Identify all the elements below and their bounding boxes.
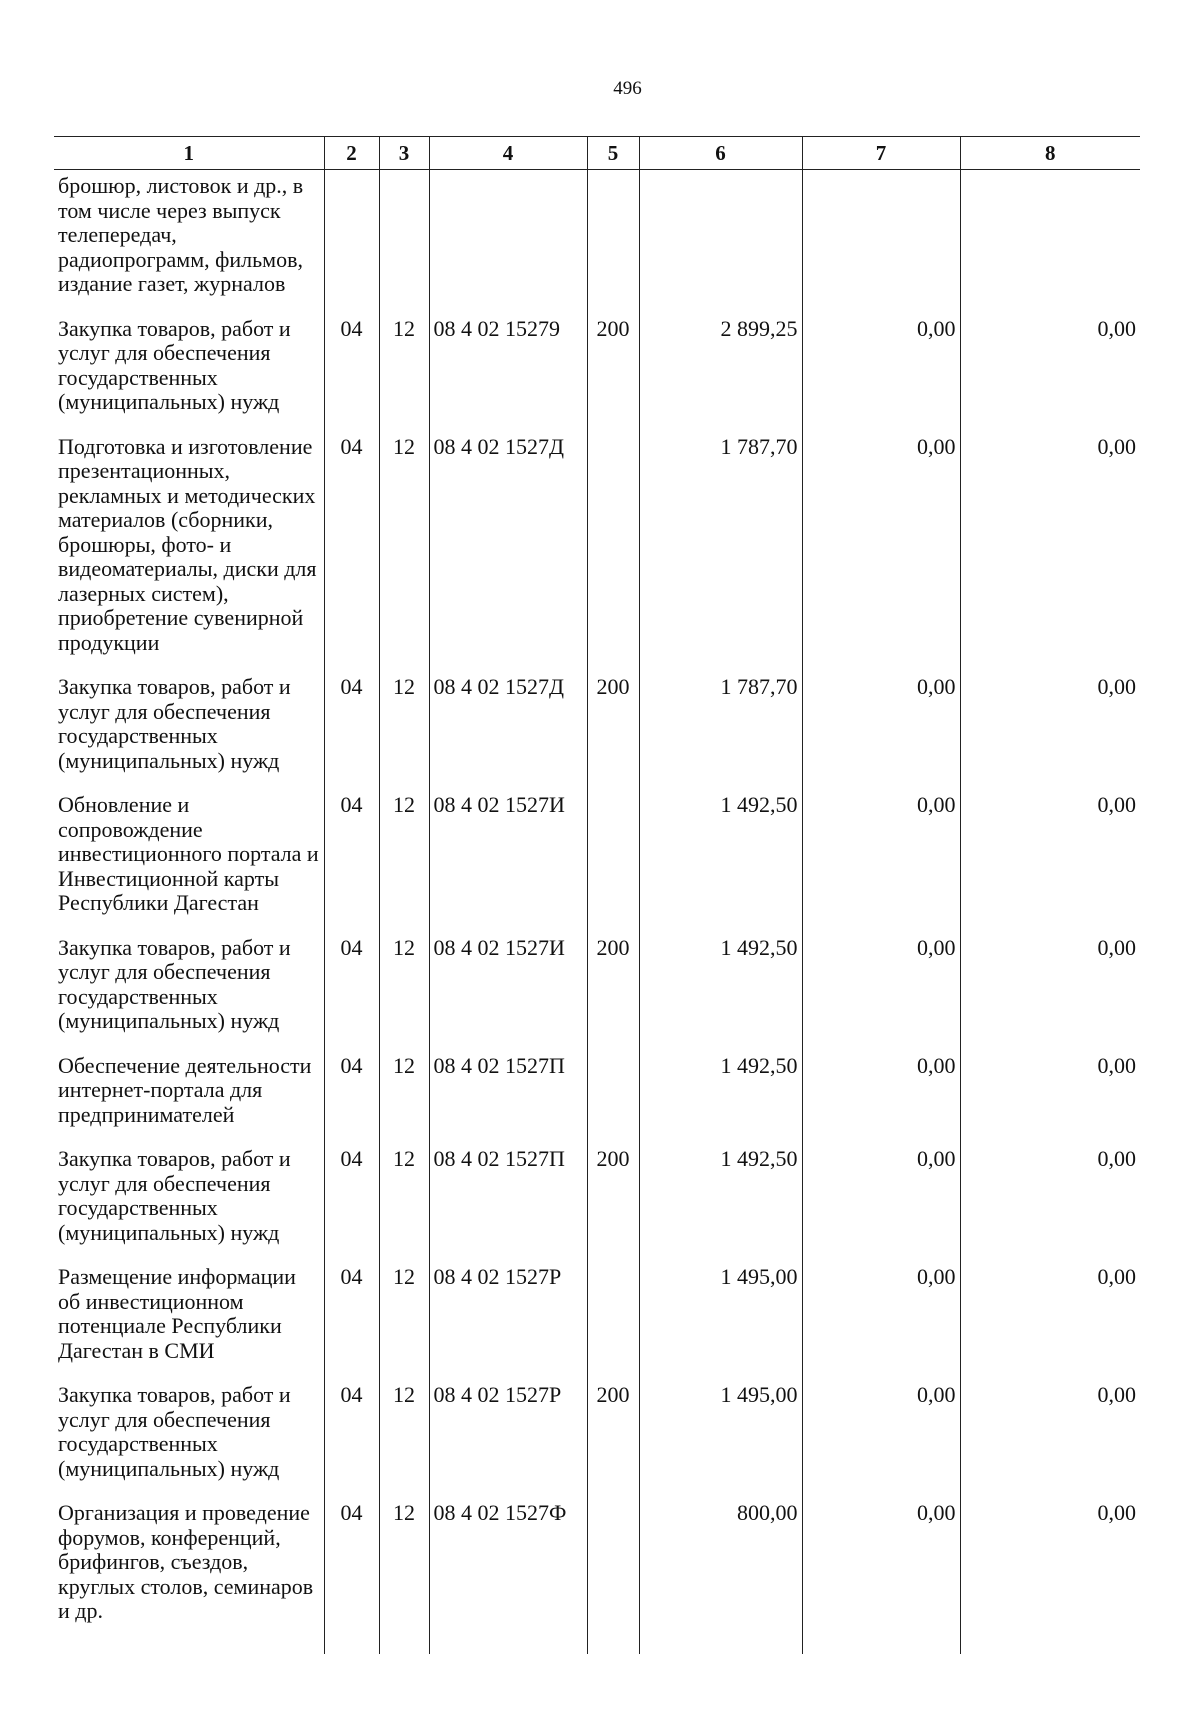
table-row: [54, 1491, 1140, 1634]
row-subsection-code: 12: [379, 307, 429, 425]
row-target-article-code: 08 4 02 1527Р: [429, 1373, 587, 1491]
row-section-code: 04: [324, 665, 379, 783]
table-trailing-cell: [960, 1634, 1140, 1654]
row-amount-col6: 1 492,50: [639, 1044, 802, 1138]
table-row: [54, 170, 1140, 307]
column-header-5: 5: [587, 137, 639, 170]
row-target-article-code: 08 4 02 1527И: [429, 926, 587, 1044]
row-expense-type-code: [587, 1044, 639, 1138]
row-target-article-code: 08 4 02 1527Р: [429, 1255, 587, 1373]
row-expense-type-code: 200: [587, 1137, 639, 1255]
row-name: брошюр, листовок и др., в том числе через выпуск телепередач, радиопрограмм, фильмов, издание газет, журналов: [54, 170, 324, 307]
row-amount-col6: 1 492,50: [639, 783, 802, 926]
table-trailing-cell: [639, 1634, 802, 1654]
table-trailing-cell: [324, 1634, 379, 1654]
row-amount-col8: 0,00: [960, 307, 1140, 425]
table-body: [54, 170, 1140, 1654]
column-header-8: 8: [960, 137, 1140, 170]
table-row: [54, 307, 1140, 425]
row-amount-col7: [802, 170, 960, 307]
row-amount-col7: 0,00: [802, 926, 960, 1044]
table-row: [54, 1373, 1140, 1491]
row-name: Обновление и сопровождение инвестиционного портала и Инвестиционной карты Республики Дагестан: [54, 783, 324, 926]
row-amount-col7: 0,00: [802, 425, 960, 666]
row-section-code: 04: [324, 1373, 379, 1491]
row-amount-col7: 0,00: [802, 1137, 960, 1255]
row-amount-col7: 0,00: [802, 307, 960, 425]
row-section-code: 04: [324, 307, 379, 425]
row-amount-col8: 0,00: [960, 1255, 1140, 1373]
table-header-row: [54, 137, 1140, 170]
table-trailing-cell: [802, 1634, 960, 1654]
row-target-article-code: 08 4 02 15279: [429, 307, 587, 425]
row-target-article-code: 08 4 02 1527П: [429, 1044, 587, 1138]
row-subsection-code: 12: [379, 425, 429, 666]
row-amount-col7: 0,00: [802, 1491, 960, 1634]
row-name: Подготовка и изготовление презентационных, рекламных и методических материалов (сборники, брошюры, фото- и видеоматериалы, диски для лазерных систем), приобретение сувенирной продукции: [54, 425, 324, 666]
row-amount-col7: 0,00: [802, 1044, 960, 1138]
row-amount-col8: 0,00: [960, 1044, 1140, 1138]
column-header-7: 7: [802, 137, 960, 170]
table-row: [54, 1137, 1140, 1255]
row-name: Обеспечение деятельности интернет-портала для предпринимателей: [54, 1044, 324, 1138]
row-amount-col8: 0,00: [960, 1137, 1140, 1255]
table-trailing-cell: [587, 1634, 639, 1654]
row-amount-col6: 1 495,00: [639, 1255, 802, 1373]
row-name: Закупка товаров, работ и услуг для обеспечения государственных (муниципальных) нужд: [54, 926, 324, 1044]
row-section-code: 04: [324, 1255, 379, 1373]
row-section-code: [324, 170, 379, 307]
row-name: Закупка товаров, работ и услуг для обеспечения государственных (муниципальных) нужд: [54, 665, 324, 783]
row-name: Закупка товаров, работ и услуг для обеспечения государственных (муниципальных) нужд: [54, 307, 324, 425]
row-target-article-code: 08 4 02 1527Ф: [429, 1491, 587, 1634]
row-expense-type-code: [587, 425, 639, 666]
row-subsection-code: 12: [379, 665, 429, 783]
row-amount-col8: 0,00: [960, 425, 1140, 666]
row-section-code: 04: [324, 926, 379, 1044]
row-subsection-code: 12: [379, 1373, 429, 1491]
row-amount-col6: 1 787,70: [639, 665, 802, 783]
row-target-article-code: 08 4 02 1527Д: [429, 665, 587, 783]
row-amount-col6: 1 787,70: [639, 425, 802, 666]
row-target-article-code: 08 4 02 1527Д: [429, 425, 587, 666]
row-expense-type-code: 200: [587, 1373, 639, 1491]
row-amount-col7: 0,00: [802, 1255, 960, 1373]
table-trailing-cell: [379, 1634, 429, 1654]
row-amount-col6: 2 899,25: [639, 307, 802, 425]
row-amount-col6: 1 492,50: [639, 926, 802, 1044]
row-expense-type-code: [587, 170, 639, 307]
table-row: [54, 1255, 1140, 1373]
row-amount-col8: 0,00: [960, 1491, 1140, 1634]
row-name: Закупка товаров, работ и услуг для обеспечения государственных (муниципальных) нужд: [54, 1137, 324, 1255]
row-subsection-code: 12: [379, 783, 429, 926]
row-subsection-code: 12: [379, 1255, 429, 1373]
column-header-4: 4: [429, 137, 587, 170]
row-amount-col7: 0,00: [802, 665, 960, 783]
row-amount-col7: 0,00: [802, 1373, 960, 1491]
row-amount-col8: 0,00: [960, 783, 1140, 926]
table-row: [54, 783, 1140, 926]
row-amount-col8: [960, 170, 1140, 307]
row-subsection-code: 12: [379, 1044, 429, 1138]
column-header-2: 2: [324, 137, 379, 170]
column-header-1: 1: [54, 137, 324, 170]
row-name: Закупка товаров, работ и услуг для обеспечения государственных (муниципальных) нужд: [54, 1373, 324, 1491]
row-amount-col6: 800,00: [639, 1491, 802, 1634]
row-subsection-code: 12: [379, 926, 429, 1044]
column-header-6: 6: [639, 137, 802, 170]
row-expense-type-code: 200: [587, 926, 639, 1044]
row-section-code: 04: [324, 425, 379, 666]
row-name: Размещение информации об инвестиционном потенциале Республики Дагестан в СМИ: [54, 1255, 324, 1373]
row-amount-col6: [639, 170, 802, 307]
row-expense-type-code: [587, 1491, 639, 1634]
row-expense-type-code: 200: [587, 665, 639, 783]
row-subsection-code: [379, 170, 429, 307]
table-row: [54, 926, 1140, 1044]
table-trailing-cell: [54, 1634, 324, 1654]
row-amount-col6: 1 492,50: [639, 1137, 802, 1255]
budget-table: [54, 136, 1140, 1654]
row-expense-type-code: [587, 1255, 639, 1373]
row-section-code: 04: [324, 1137, 379, 1255]
row-target-article-code: 08 4 02 1527П: [429, 1137, 587, 1255]
row-subsection-code: 12: [379, 1137, 429, 1255]
table-row: [54, 425, 1140, 666]
table-row: [54, 665, 1140, 783]
table-trailing-cell: [429, 1634, 587, 1654]
row-name: Организация и проведение форумов, конференций, брифингов, съездов, круглых столов, семинаров и др.: [54, 1491, 324, 1634]
row-target-article-code: [429, 170, 587, 307]
row-amount-col7: 0,00: [802, 783, 960, 926]
table-row: [54, 1044, 1140, 1138]
page-number: 496: [613, 78, 642, 99]
row-amount-col8: 0,00: [960, 926, 1140, 1044]
table-trailing-space: [54, 1634, 1140, 1654]
row-amount-col8: 0,00: [960, 665, 1140, 783]
row-target-article-code: 08 4 02 1527И: [429, 783, 587, 926]
row-amount-col6: 1 495,00: [639, 1373, 802, 1491]
row-section-code: 04: [324, 1044, 379, 1138]
row-section-code: 04: [324, 783, 379, 926]
row-amount-col8: 0,00: [960, 1373, 1140, 1491]
column-header-3: 3: [379, 137, 429, 170]
row-subsection-code: 12: [379, 1491, 429, 1634]
row-section-code: 04: [324, 1491, 379, 1634]
row-expense-type-code: [587, 783, 639, 926]
row-expense-type-code: 200: [587, 307, 639, 425]
